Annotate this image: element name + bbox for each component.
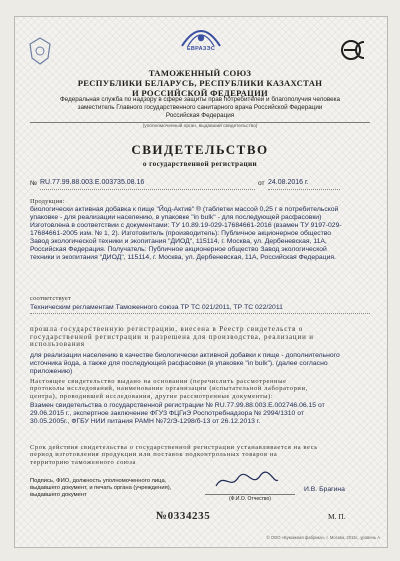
usage-line-1: для реализации населению в качестве биологически активной добавки к пище - дополнительного [30,352,340,359]
passed-line-1: прошла государственную регистрацию, внесена в Реестр свидетельств о [30,326,304,333]
usage-line-2: источника йода, а также для последующей расфасовки (в упаковке "in bulk"). (далее согласно [30,360,328,367]
authority-line-2: заместитель Главного государственного санитарного врача Российской Федерации [77,104,323,111]
basis-doc-line-2: 29.06.2015 г., экспертное заключение ФГУЗ ФЦГиЭ Роспотребнадзора № 2994/1310 от [30,410,304,417]
product-line-7: техники и экопитания "ДИОД", 115114, г. Москва, ул. Дербеневская, 11А, Российская Федерация. [30,254,336,261]
issuing-authority [0,96,400,120]
document-subtitle: о государственной регистрации [142,160,258,168]
validity-line-3: территорию таможенного союза [30,458,137,466]
usage-line-3: приложению) [30,368,73,375]
passed-line-2: государственной регистрации и разрешена для производства, реализации и [30,333,314,341]
signature-caption-line-2: выдавшего документ, и печать органа (учреждения), [30,485,172,491]
basis-line-2: протоколы исследований, наименование организации (испытательной лаборатории, [30,385,308,393]
basis-line-3: центра), проводившей исследования, другие рассмотренные документы): [30,392,274,400]
conformity-label: соответствует [30,295,72,302]
authority-line-1: Федеральная служба по надзору в сфере защиты прав потребителей и благополучия человека [59,96,341,103]
product-line-3: Изготовлена в соответствии с документами: ТУ 10.89.19-029-17684661-2016 (взамен ТУ 9197-029- [30,222,342,229]
usage-text [30,352,375,376]
form-number: №0334235 [156,510,211,522]
validity-line-2: период изготовления продукции или поставок подконтрольных товаров на [30,451,278,459]
signature-caption-line-3: выдавшего документ [30,492,87,498]
signature-caption-line-1: Подпись, ФИО, должность уполномоченного лица, [30,478,167,484]
eac-mark-icon [340,38,374,62]
basis-line-1: Настоящее свидетельство выдано на основании (перечислить рассмотренные [30,378,287,385]
product-label: Продукция: [30,198,65,205]
passed-registration-text [30,326,375,349]
product-line-2: упаковке - для реализации населению, в упаковке "in bulk" - для последующей расфасовки) [30,214,322,221]
product-line-5: Завод экологической техники и экопитания "ДИОД", 115114, г. Москва, ул. Дербеневская, 11А, [30,238,327,245]
union-heading [0,68,400,98]
conformity-text: Техническим регламентам Таможенного союза ТР ТС 021/2011, ТР ТС 022/2011 [30,304,283,311]
basis-doc-line-3: 30.05.2005г., ФГБУ НИИ питания РАМН №72/Э-1298/б-13 от 26.12.2013 г. [30,418,261,425]
printer-note: © ООО «Бумажная фабрика», г. Москва, 2015г., уровень А [266,535,380,540]
basis-printed-text [30,378,375,400]
authority-line-3: Российская Федерация [165,112,235,119]
union-line-1: ТАМОЖЕННЫЙ СОЮЗ [148,68,252,78]
product-line-1: биологически активная добавка к пище "Йод-Актив" ® (таблетки массой 0,25 г в потребительской [30,206,339,213]
product-line-6: Российская Федерация. Получатель: Публичное акционерное общество Завод экологической [30,246,327,253]
document-title: СВИДЕТЕЛЬСТВО [131,142,269,157]
registration-date: 24.08.2016 г. [268,179,309,186]
union-line-3: И РОССИЙСКОЙ ФЕДЕРАЦИИ [131,88,269,98]
basis-doc-line-1: Взамен свидетельства о государственной регистрации № RU.77.99.88.003.E.002746.06.15 от [30,402,325,409]
product-description [30,206,375,262]
union-line-2: РЕСПУБЛИКИ БЕЛАРУСЬ, РЕСПУБЛИКИ КАЗАХСТАН [77,78,323,88]
date-prefix: от [258,180,265,187]
handwritten-signature [212,470,282,492]
basis-documents [30,402,375,426]
signatory-name: И.В. Брагина [304,486,345,493]
passed-line-3: использования [30,341,85,349]
product-line-4: 17684661-2005 изм. № 1, 2). Изготовитель (производитель): Публичное акционерное общество [30,230,332,237]
brand-label: ЕВРАЗЭС [186,46,216,52]
signature-caption [30,478,200,499]
coat-of-arms-icon [26,36,54,66]
seal-placeholder: М. П. [328,512,346,521]
fio-caption: (Ф.И.О. Отчество) [229,496,271,502]
authority-caption: (уполномоченный орган, выдавший свидетельство) [142,124,258,129]
validity-text [30,444,375,466]
validity-line-1: Срок действия свидетельства о государственной регистрации устанавливается на весь [30,444,318,451]
registration-number-prefix: № [30,180,38,187]
registration-number: RU.77.99.88.003.E.003735.08.16 [40,179,145,186]
